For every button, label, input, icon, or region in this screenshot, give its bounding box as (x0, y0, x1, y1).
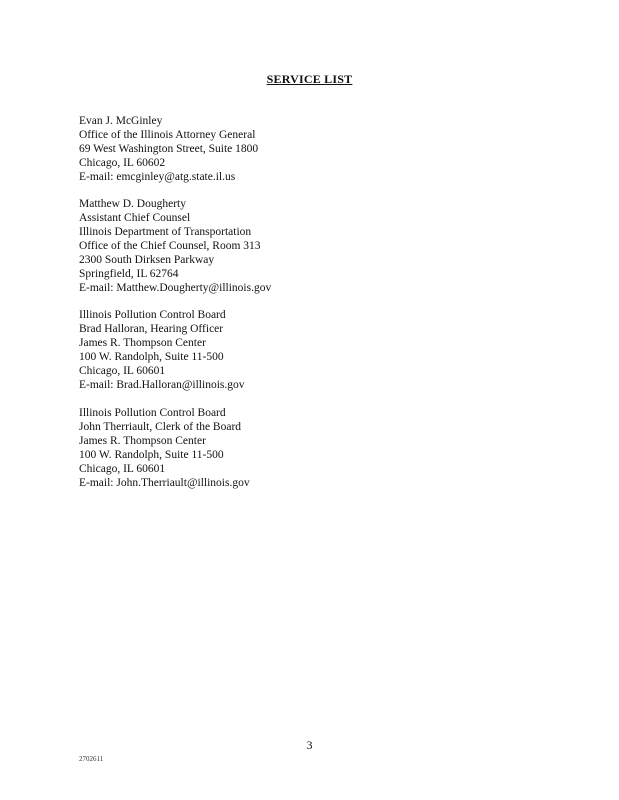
recipient-street: 2300 South Dirksen Parkway (79, 254, 215, 266)
recipient-building: James R. Thompson Center (79, 435, 206, 447)
recipient-street: 100 W. Randolph, Suite 11-500 (79, 449, 224, 461)
recipient-building: James R. Thompson Center (79, 337, 206, 349)
recipient-block-idot (79, 197, 271, 295)
document-id: 2702611 (79, 755, 104, 763)
recipient-street: 69 West Washington Street, Suite 1800 (79, 143, 259, 155)
recipient-email: E-mail: John.Therriault@illinois.gov (79, 477, 250, 489)
recipient-name: John Therriault, Clerk of the Board (79, 421, 242, 433)
recipient-email: E-mail: Matthew.Dougherty@illinois.gov (79, 282, 272, 294)
recipient-city: Springfield, IL 62764 (79, 268, 179, 280)
recipient-block-clerk (79, 406, 250, 490)
recipient-name: Evan J. McGinley (79, 115, 163, 127)
page-title: SERVICE LIST (266, 72, 353, 86)
recipient-city: Chicago, IL 60602 (79, 157, 166, 169)
recipient-office: Office of the Illinois Attorney General (79, 129, 256, 141)
recipient-email: E-mail: Brad.Halloran@illinois.gov (79, 379, 245, 391)
recipient-block-attorney-general (79, 114, 258, 184)
page-number: 3 (306, 738, 313, 752)
recipient-email: E-mail: emcginley@atg.state.il.us (79, 171, 236, 183)
recipient-name: Matthew D. Dougherty (79, 198, 186, 210)
recipient-block-hearing-officer (79, 308, 245, 392)
recipient-office: Office of the Chief Counsel, Room 313 (79, 240, 261, 252)
recipient-street: 100 W. Randolph, Suite 11-500 (79, 351, 224, 363)
recipient-organization: Illinois Department of Transportation (79, 226, 252, 238)
recipient-organization: Illinois Pollution Control Board (79, 309, 226, 321)
recipient-name: Brad Halloran, Hearing Officer (79, 323, 224, 335)
recipient-city: Chicago, IL 60601 (79, 365, 166, 377)
recipient-city: Chicago, IL 60601 (79, 463, 166, 475)
recipient-title: Assistant Chief Counsel (79, 212, 191, 224)
recipient-organization: Illinois Pollution Control Board (79, 407, 226, 419)
